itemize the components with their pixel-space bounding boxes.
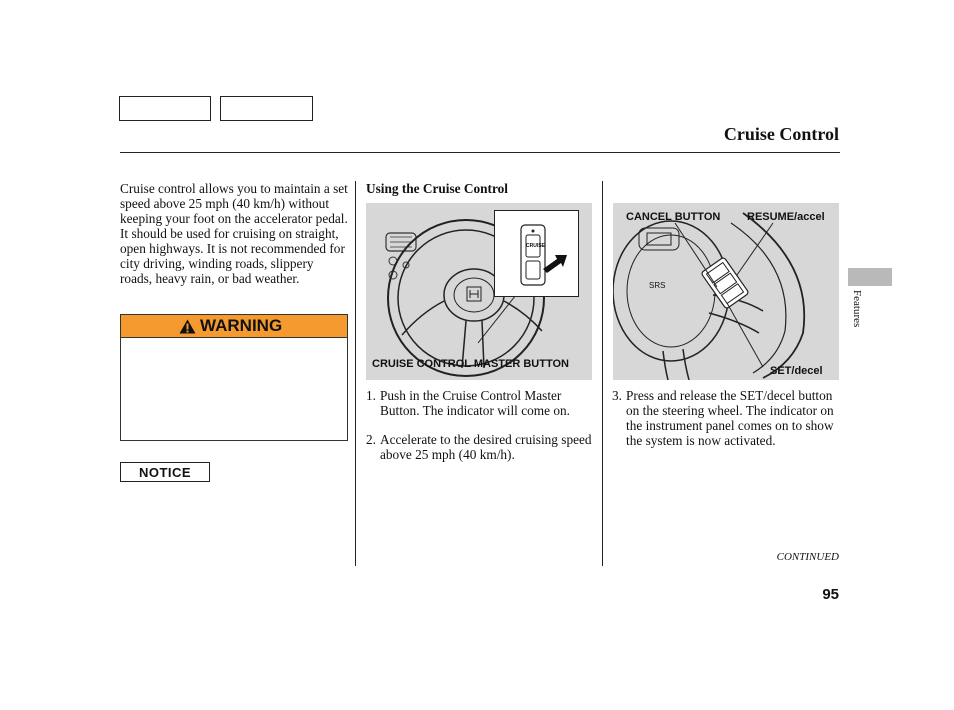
nav-box-index[interactable] (220, 96, 313, 121)
section-heading: Using the Cruise Control (366, 181, 508, 196)
srs-label: SRS (649, 281, 666, 290)
page-title: Cruise Control (723, 124, 839, 144)
intro-paragraph: Cruise control allows you to maintain a set speed above 25 mph (40 km/h) without keeping your foot on the accelerator pedal. It should be used for cruising on straight, open highways. It is not recommended for city driving, winding roads, slippery roads, heavy rain, or bad weather. (120, 181, 348, 286)
section-tab[interactable] (848, 268, 892, 286)
cancel-button-label: CANCEL BUTTON (626, 211, 721, 223)
column-divider-2 (602, 181, 603, 566)
warning-triangle-icon (179, 319, 196, 334)
step-2-number: 2. (366, 432, 376, 447)
nav-box-contents[interactable] (119, 96, 211, 121)
wheel-buttons-illustration (613, 203, 839, 380)
cruise-button-icon (495, 211, 578, 296)
wheel-buttons-figure (613, 203, 839, 380)
step-1 (366, 388, 598, 418)
continued-label: CONTINUED (776, 551, 839, 563)
resume-accel-label: RESUME/accel (747, 211, 825, 223)
notice-box: NOTICE (120, 462, 210, 482)
warning-label: WARNING (200, 316, 283, 335)
step-3-text: Press and release the SET/decel button on the steering wheel. The indicator on the instrument panel comes on to show the system is now activated. (626, 388, 834, 448)
master-button-caption: CRUISE CONTROL MASTER BUTTON (372, 358, 569, 370)
cruise-button-label: CRUISE (526, 243, 545, 249)
page-number: 95 (822, 586, 839, 603)
step-1-text: Push in the Cruise Control Master Button. The indicator will come on. (380, 388, 570, 418)
step-3-number: 3. (612, 388, 622, 403)
step-2-text: Accelerate to the desired cruising speed above 25 mph (40 km/h). (380, 432, 592, 462)
step-3 (612, 388, 840, 448)
step-1-number: 1. (366, 388, 376, 403)
master-button-inset (494, 210, 579, 297)
steering-wheel-figure (366, 203, 592, 380)
warning-box (120, 314, 348, 441)
warning-header (121, 315, 347, 338)
column-divider-1 (355, 181, 356, 566)
step-2 (366, 432, 598, 462)
section-tab-label: Features (851, 290, 863, 328)
set-decel-label: SET/decel (770, 365, 823, 377)
header-rule (120, 152, 840, 153)
